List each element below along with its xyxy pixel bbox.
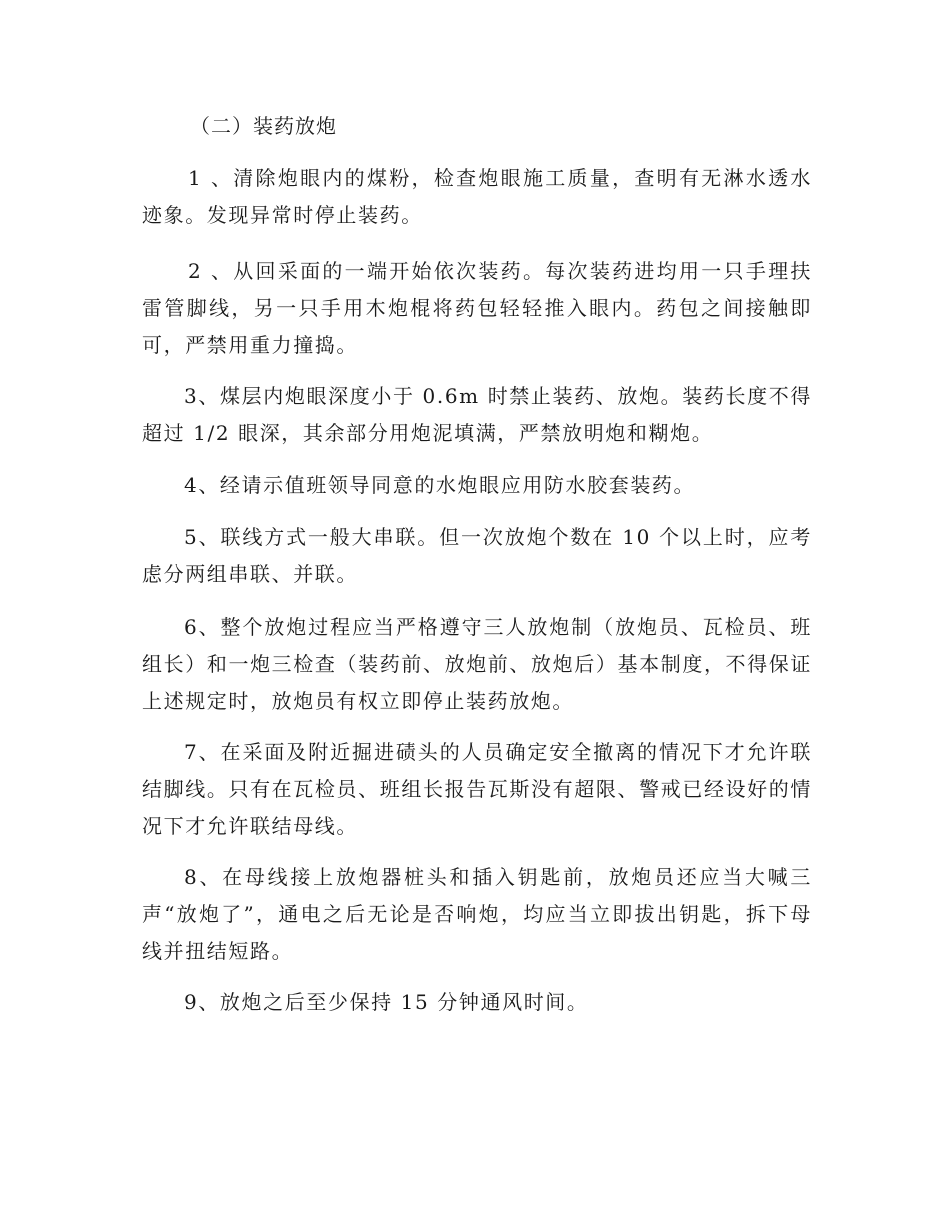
paragraph-8: 8、在母线接上放炮器桩头和插入钥匙前，放炮员还应当大喊三声“放炮了”，通电之后无论是否响炮，均应当立即拔出钥匙，拆下母线并扭结短路。 bbox=[142, 865, 812, 963]
paragraph-1: 1 、清除炮眼内的煤粉，检查炮眼施工质量，查明有无淋水透水迹象。发现异常时停止装药。 bbox=[142, 166, 812, 227]
paragraph-4: 4、经请示值班领导同意的水炮眼应用防水胶套装药。 bbox=[184, 473, 696, 497]
paragraph-7: 7、在采面及附近掘进碛头的人员确定安全撤离的情况下才允许联结脚线。只有在瓦检员、班组长报告瓦斯没有超限、警戒已经设好的情况下才允许联结母线。 bbox=[142, 740, 812, 838]
paragraph-2: 2 、从回采面的一端开始依次装药。每次装药进均用一只手理扶雷管脚线，另一只手用木炮棍将药包轻轻推入眼内。药包之间接触即可，严禁用重力撞捣。 bbox=[142, 259, 812, 357]
paragraph-6: 6、整个放炮过程应当严格遵守三人放炮制（放炮员、瓦检员、班组长）和一炮三检查（装药前、放炮前、放炮后）基本制度，不得保证上述规定时，放炮员有权立即停止装药放炮。 bbox=[142, 615, 812, 713]
paragraph-3: 3、煤层内炮眼深度小于 0.6m 时禁止装药、放炮。装药长度不得超过 1/2 眼深，其余部分用炮泥填满，严禁放明炮和糊炮。 bbox=[142, 384, 812, 445]
paragraph-5: 5、联线方式一般大串联。但一次放炮个数在 10 个以上时，应考虑分两组串联、并联。 bbox=[142, 525, 812, 586]
paragraph-9: 9、放炮之后至少保持 15 分钟通风时间。 bbox=[184, 990, 589, 1014]
section-heading: （二）装药放炮 bbox=[190, 114, 337, 138]
